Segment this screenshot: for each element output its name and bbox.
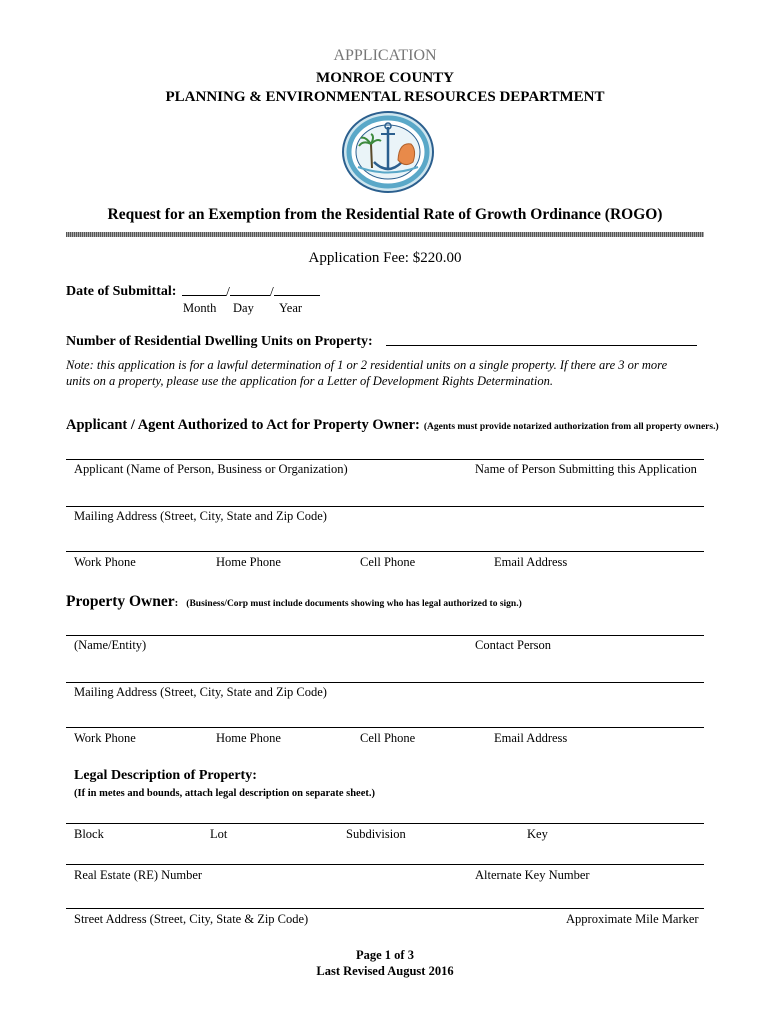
year-caption: Year xyxy=(279,301,303,315)
owner-email-label: Email Address xyxy=(494,731,568,745)
applicant-email-label: Email Address xyxy=(494,555,568,569)
month-blank[interactable] xyxy=(182,284,226,296)
application-title: APPLICATION xyxy=(333,47,437,64)
day-caption: Day xyxy=(233,301,254,315)
owner-heading-note: (Business/Corp must include documents showing who has legal authorized to sign.) xyxy=(186,599,522,609)
owner-name-line[interactable] xyxy=(66,635,704,636)
owner-mailing-line[interactable] xyxy=(66,682,704,683)
applicant-mailing-line[interactable] xyxy=(66,506,704,507)
legal-description-heading: Legal Description of Property: xyxy=(74,768,257,783)
county-name: MONROE COUNTY xyxy=(316,70,454,86)
year-blank[interactable] xyxy=(274,284,320,296)
lot-label: Lot xyxy=(210,827,228,841)
applicant-home-phone-label: Home Phone xyxy=(216,555,281,569)
dwelling-units-label: Number of Residential Dwelling Units on Property: xyxy=(66,334,373,349)
owner-heading: Property Owner xyxy=(66,593,175,610)
month-caption: Month xyxy=(183,301,217,315)
owner-work-phone-label: Work Phone xyxy=(74,731,136,745)
date-of-submittal-field[interactable] xyxy=(182,284,320,301)
application-fee: Application Fee: $220.00 xyxy=(308,250,462,266)
department-name: PLANNING & ENVIRONMENTAL RESOURCES DEPARTMENT xyxy=(165,89,605,105)
applicant-heading: Applicant / Agent Authorized to Act for Property Owner: xyxy=(66,417,420,433)
applicant-section-heading xyxy=(66,416,719,434)
applicant-phone-line[interactable] xyxy=(66,551,704,552)
street-address-label: Street Address (Street, City, State & Zip Code) xyxy=(74,912,309,926)
owner-contact-label: Contact Person xyxy=(475,638,552,652)
title-divider xyxy=(66,232,704,237)
mile-marker-label: Approximate Mile Marker xyxy=(566,912,699,926)
legal-description-subheading: (If in metes and bounds, attach legal description on separate sheet.) xyxy=(74,788,375,799)
owner-cell-phone-label: Cell Phone xyxy=(360,731,416,745)
page-number: Page 1 of 3 xyxy=(356,948,414,962)
dwelling-units-note-line-1: Note: this application is for a lawful determination of 1 or 2 residential units on a single property. If there are 3 or more xyxy=(66,358,668,372)
subdivision-label: Subdivision xyxy=(346,827,406,841)
dwelling-units-note-line-2: units on a property, please use the application for a Letter of Development Rights Determination. xyxy=(66,374,553,388)
applicant-name-line[interactable] xyxy=(66,459,704,460)
last-revised: Last Revised August 2016 xyxy=(316,964,454,978)
date-slash: / xyxy=(269,285,274,300)
owner-mailing-label: Mailing Address (Street, City, State and Zip Code) xyxy=(74,685,327,699)
day-blank[interactable] xyxy=(230,284,270,296)
dwelling-units-input[interactable] xyxy=(386,333,697,346)
submitter-name-label: Name of Person Submitting this Application xyxy=(475,462,697,476)
applicant-work-phone-label: Work Phone xyxy=(74,555,136,569)
request-title: Request for an Exemption from the Residential Rate of Growth Ordinance (ROGO) xyxy=(107,206,663,223)
applicant-mailing-label: Mailing Address (Street, City, State and Zip Code) xyxy=(74,509,327,523)
applicant-cell-phone-label: Cell Phone xyxy=(360,555,416,569)
re-number-line[interactable] xyxy=(66,864,704,865)
street-address-line[interactable] xyxy=(66,908,704,909)
owner-name-label: (Name/Entity) xyxy=(74,638,147,652)
owner-phone-line[interactable] xyxy=(66,727,704,728)
owner-home-phone-label: Home Phone xyxy=(216,731,281,745)
owner-section-heading xyxy=(66,593,522,611)
county-seal-icon xyxy=(341,110,435,194)
alternate-key-label: Alternate Key Number xyxy=(475,868,590,882)
applicant-name-label: Applicant (Name of Person, Business or Organization) xyxy=(74,462,348,476)
block-lot-line[interactable] xyxy=(66,823,704,824)
date-of-submittal-label: Date of Submittal: xyxy=(66,284,177,299)
owner-heading-colon: : xyxy=(174,597,179,609)
re-number-label: Real Estate (RE) Number xyxy=(74,868,203,882)
key-label: Key xyxy=(527,827,548,841)
block-label: Block xyxy=(74,827,104,841)
date-slash: / xyxy=(226,285,230,300)
applicant-heading-note: (Agents must provide notarized authorization from all property owners.) xyxy=(423,422,719,432)
